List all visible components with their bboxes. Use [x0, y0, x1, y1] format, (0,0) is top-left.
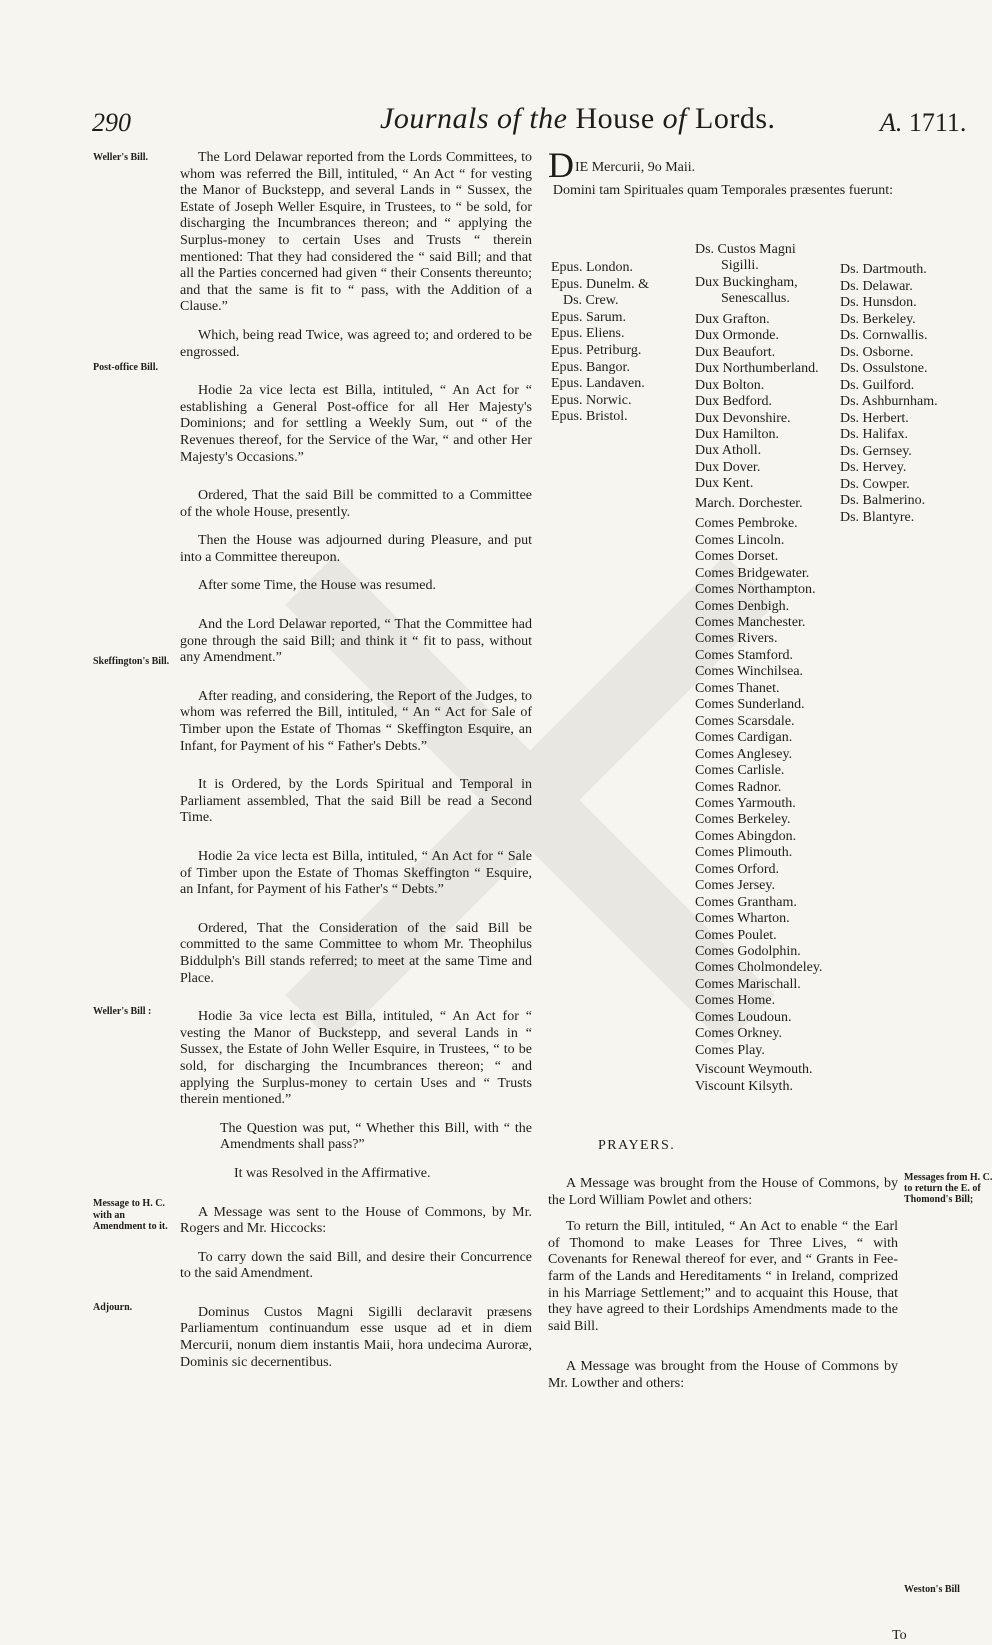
earl-entry: Comes Marischall. [695, 976, 801, 992]
baron-entry: Ds. Ossulstone. [840, 361, 928, 376]
left-column [180, 150, 532, 1383]
earl-entry: Comes Yarmouth. [695, 795, 796, 811]
duke-entry: Dux Northumberland. [695, 361, 819, 377]
marquis-entry: March. Dorchester. [695, 495, 803, 511]
bishop-entry: Epus. Bangor. [551, 359, 630, 375]
bishop-entry: Ds. Crew. [563, 293, 619, 309]
earl-entry: Comes Scarsdale. [695, 713, 795, 729]
baron-entry: Ds. Blantyre. [840, 509, 915, 525]
paragraph: The Lord Delawar reported from the Lords Committees, to whom was referred the Bill, intituled, “ An Act “ for vesting the Manor of Buckstepp, and several Lands in “ Sussex, the Estate of Joseph Weller Esquire, in Trustees, to “ be sold, for discharging the Incumbrances thereon; and “ applying the Surplus-money to certain Uses and Trusts “ therein mentioned: That they had considered the “ said Bill; and that all the Parties concerned had given “ their Consents thereunto; and that the same is fit to “ pass, with the Addition of a Clause.” [180, 150, 532, 315]
duke-entry: Dux Dover. [695, 459, 761, 475]
duke-entry: Dux Kent. [695, 476, 754, 492]
earl-entry: Comes Bridgewater. [695, 565, 810, 581]
baron-entry: Ds. Ashburnham. [840, 394, 938, 409]
bishops-list [551, 260, 649, 426]
earl-entry: Comes Pembroke. [695, 516, 798, 532]
bishop-entry: Epus. Norwic. [551, 392, 632, 408]
paragraph: It was Resolved in the Affirmative. [234, 1165, 431, 1181]
earl-entry: Comes Berkeley. [695, 812, 791, 828]
page-number: 290 [92, 108, 131, 137]
bishop-entry: Epus. London. [551, 260, 634, 275]
earl-entry: Comes Grantham. [695, 894, 797, 910]
message-paragraph: A Message was brought from the House of Commons, by the Lord William Powlet and others: To return the Bill, intituled, “ An Act to enable “ the Earl of Thomond to make Leases for Three Lives, “ with Covenants for Renewal thereof for ever, and “ Grants in Fee-farm of the Lands and Hereditaments “ in Ireland, comprized in his Marriage Settlement;” and to acquaint this House, that they have agreed to their Lordships Amendments made to the said Bill. A Message was brought from the House of Commons by Mr. Lowther and others: [548, 1176, 898, 1391]
prayers-heading: PRAYERS. [598, 1138, 676, 1153]
baron-entry: Ds. Herbert. [840, 410, 909, 426]
baron-entry: Ds. Osborne. [840, 344, 914, 360]
earl-entry: Comes Anglesey. [695, 746, 793, 762]
duke-entry: Dux Devonshire. [695, 410, 791, 426]
custos-line: Sigilli. [721, 258, 759, 274]
paragraph: Hodie 2a vice lecta est Billa, intituled, “ An Act for “ establishing a General Post-office for all Her Majesty's Dominions; and for settling a Weekly Sum, out “ of the Revenues thereof, for the Service of the War, “ and other Her Majesty's Occasions.” [180, 383, 532, 465]
paragraph: Which, being read Twice, was agreed to; and ordered to be engrossed. [180, 327, 532, 360]
earl-entry: Comes Northampton. [695, 582, 816, 598]
earl-entry: Comes Denbigh. [695, 598, 790, 614]
duke-entry: Dux Beaufort. [695, 344, 776, 360]
earl-entry: Comes Carlisle. [695, 763, 785, 779]
earl-entry: Comes Lincoln. [695, 532, 785, 548]
paragraph: Hodie 2a vice lecta est Billa, intituled, “ An Act for “ Sale of Timber upon the Estate of Thomas Skeffington “ Esquire, an Infant, for Payment of his Father's “ Debts.” [180, 849, 532, 898]
baron-entry: Ds. Delawar. [840, 278, 913, 294]
earl-entry: Comes Loudoun. [695, 1009, 792, 1025]
catchword: To [892, 1628, 907, 1643]
running-header [0, 96, 992, 136]
earl-entry: Comes Jersey. [695, 878, 775, 894]
earl-entry: Comes Godolphin. [695, 944, 801, 960]
baron-entry: Ds. Cowper. [840, 476, 910, 492]
margin-note-adjourn: Adjourn. [93, 1302, 133, 1313]
earl-entry: Comes Dorset. [695, 549, 779, 565]
day-heading: DIE Mercurii, 9o Maii. [548, 145, 696, 185]
paragraph: It is Ordered, by the Lords Spiritual and Temporal in Parliament assembled, That the said Bill be read a Second Time. [180, 777, 532, 826]
paragraph: Then the House was adjourned during Pleasure, and put into a Committee thereupon. [180, 533, 532, 565]
running-title: Journals of the House of Lords. [380, 102, 776, 135]
margin-note-post-office-bill: Post-office Bill. [93, 362, 158, 373]
baron-entry: Ds. Hunsdon. [840, 295, 917, 310]
earl-entry: Comes Winchilsea. [695, 664, 804, 680]
bishop-entry: Epus. Bristol. [551, 409, 628, 425]
earl-entry: Comes Rivers. [695, 631, 778, 647]
paragraph: Dominus Custos Magni Sigilli declaravit præsens Parliamentum continuandum esse usque ad et in diem Mercurii, nonum diem instantis Maii, hora undecima Auroræ, Dominis sic decernentibus. [180, 1304, 532, 1370]
earl-entry: Comes Thanet. [695, 680, 780, 696]
earl-entry: Comes Stamford. [695, 647, 793, 663]
margin-note-wellers-bill: Weller's Bill. [93, 152, 148, 163]
earl-entry: Comes Abingdon. [695, 828, 797, 844]
earl-entry: Comes Manchester. [695, 614, 806, 630]
paragraph: To carry down the said Bill, and desire their Concurrence to the said Amendment. [180, 1249, 532, 1282]
earl-entry: Comes Home. [695, 993, 776, 1009]
paragraph: After reading, and considering, the Report of the Judges, to whom was referred the Bill, intituled, “ An “ Act for Sale of Timber upon the Estate of Thomas “ Skeffington Esquire, an Infant, for Payment of his “ Father's Debts.” [180, 688, 532, 754]
paragraph: Ordered, That the Consideration of the said Bill be committed to the same Committee to whom Mr. Theophilus Biddulph's Bill stands referred; to meet at the same Time and Place. [180, 920, 532, 986]
duke-entry: Dux Hamilton. [695, 426, 779, 442]
margin-note-skeffington-bill: Skeffington's Bill. [93, 656, 170, 667]
paragraph: The Question was put, “ Whether this Bill, with “ the Amendments shall pass?” [220, 1120, 532, 1153]
paragraph: A Message was sent to the House of Commons, by Mr. Rogers and Mr. Hiccocks: [180, 1204, 532, 1237]
margin-note-westons-bill: Weston's Bill [904, 1584, 960, 1595]
bishop-entry: Epus. Eliens. [551, 326, 625, 342]
year: A. 1711. [880, 108, 967, 137]
earl-entry: Comes Poulet. [695, 927, 777, 943]
baron-entry: Ds. Guilford. [840, 377, 915, 393]
margin-note-messages-from-hc: Messages from H. C. to return the E. of Thomond's Bill; [904, 1172, 992, 1205]
baron-entry: Ds. Hervey. [840, 460, 907, 475]
viscount-entry: Viscount Kilsyth. [695, 1078, 793, 1094]
baron-entry: Ds. Balmerino. [840, 493, 926, 508]
temporal-lords-list [695, 242, 822, 1095]
paragraph: Hodie 3a vice lecta est Billa, intituled, “ An Act for “ vesting the Manor of Buckstepp, and several Lands in “ Sussex, the Estate of John Weller Esquire, in Trustees, “ to be sold, for discharging the Incumbrances thereon; “ and applying the Surplus-money to certain Uses and “ Trusts therein mentioned.” [180, 1009, 532, 1108]
baron-entry: Ds. Gernsey. [840, 443, 912, 459]
earl-entry: Comes Play. [695, 1042, 765, 1058]
earl-entry: Comes Orford. [695, 861, 779, 877]
earl-entry: Comes Orkney. [695, 1026, 782, 1042]
duke-entry: Dux Bedford. [695, 394, 772, 410]
senescallus-line: Senescallus. [721, 291, 790, 307]
earl-entry: Comes Plimouth. [695, 845, 793, 861]
earl-entry: Comes Wharton. [695, 911, 790, 927]
baron-entry: Ds. Halifax. [840, 427, 909, 442]
duke-entry: Dux Bolton. [695, 377, 765, 393]
earl-entry: Comes Radnor. [695, 779, 782, 795]
barons-list [840, 262, 938, 526]
earl-entry: Comes Cardigan. [695, 730, 793, 746]
bishop-entry: Epus. Landaven. [551, 376, 645, 392]
duke-entry: Dux Buckingham, [695, 274, 798, 290]
baron-entry: Ds. Dartmouth. [840, 262, 927, 277]
paragraph: After some Time, the House was resumed. [198, 578, 436, 594]
viscount-entry: Viscount Weymouth. [695, 1062, 813, 1078]
paragraph: And the Lord Delawar reported, “ That the Committee had gone through the said Bill; and think it “ fit to pass, without any Amendment.” [180, 617, 532, 666]
bishop-entry: Epus. Petriburg. [551, 342, 642, 358]
custos-line: Ds. Custos Magni [695, 242, 796, 257]
attendance-intro: Domini tam Spirituales quam Temporales præsentes fuerunt: [552, 183, 894, 198]
baron-entry: Ds. Cornwallis. [840, 328, 928, 343]
duke-entry: Dux Grafton. [695, 311, 770, 327]
bishop-entry: Epus. Dunelm. & [551, 276, 649, 292]
paragraph: Ordered, That the said Bill be committed to a Committee of the whole House, presently. [180, 488, 532, 520]
duke-entry: Dux Ormonde. [695, 328, 779, 344]
duke-entry: Dux Atholl. [695, 443, 762, 459]
baron-entry: Ds. Berkeley. [840, 311, 916, 327]
margin-note-wellers-bill-2: Weller's Bill : [93, 1006, 152, 1017]
bishop-entry: Epus. Sarum. [551, 309, 627, 325]
earl-entry: Comes Cholmondeley. [695, 960, 823, 976]
earl-entry: Comes Sunderland. [695, 697, 805, 713]
margin-note-message-to-hc: Message to H. C. with an Amendment to it. [93, 1198, 168, 1232]
